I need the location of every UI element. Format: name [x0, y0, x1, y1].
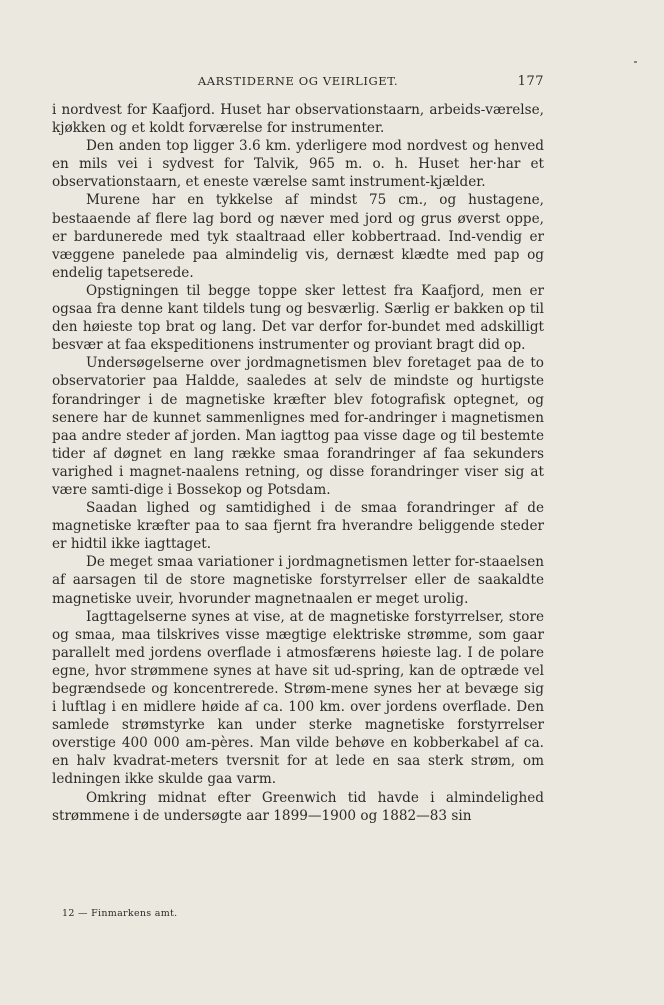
paragraph: Iagttagelserne synes at vise, at de magnetiske forstyrrelser, store og smaa, maa tilskrives visse mægtige elektriske strømme, som gaar parallelt med jordens overflade i atmosfærens høieste lag. I de polare egne, hvor strømmene synes at have sit ud-spring, kan de optræde vel begrændsede og koncentrerede. Strøm-mene synes her at bevæge sig i luftlag i en midlere høide af ca. 100 km. over jordens overflade. Den samlede strømstyrke kan under sterke magnetiske forstyrrelser overstige 400 000 am-pères. Man vilde behøve en kobberkabel af ca. en halv kvadrat-meters tversnit for at lede en saa sterk strøm, om ledningen ikke skulde gaa varm. [52, 608, 544, 788]
paragraph: Murene har en tykkelse af mindst 75 cm., og hustagene, bestaaende af flere lag bord og næver med jord og grus øverst oppe, er bardunerede med tyk staaltraad eller kobbertraad. Ind-vendig er væggene panelede paa almindelig vis, dernæst klædte med pap og endelig tapetserede. [52, 192, 544, 281]
running-title: AARSTIDERNE OG VEIRLIGET. [197, 74, 399, 88]
paragraph: De meget smaa variationer i jordmagnetismen letter for-staaelsen af aarsagen til de store magnetiske forstyrrelser eller de saakaldte magnetiske uveir, hvorunder magnetnaalen er meget urolig. [52, 554, 544, 607]
page-number: 177 [517, 74, 544, 89]
paragraph: Den anden top ligger 3.6 km. yderligere mod nordvest og henved en mils vei i sydvest for Talvik, 965 m. o. h. Huset her·har et observationstaarn, et eneste værelse samt instrument-kjælder. [52, 138, 544, 191]
paragraph: Undersøgelserne over jordmagnetismen blev foretaget paa de to observatorier paa Haldde, saaledes at selv de mindste og hurtigste forandringer i de magnetiske kræfter blev fotografisk optegnet, og senere har de kunnet sammenlignes med for-andringer i magnetismen paa andre steder af jorden. Man iagttog paa visse dage og til bestemte tider af døgnet en lang række smaa forandringer af faa sekunders varighed i magnet-naalens retning, og disse forandringer viser sig at være samti-dige i Bossekop og Potsdam. [52, 355, 544, 498]
paragraph: Opstigningen til begge toppe sker lettest fra Kaafjord, men er ogsaa fra denne kant tildels tung og besværlig. Særlig er bakken op til den høieste top brat og lang. Det var derfor for-bundet med adskilligt besvær at faa ekspeditionens instrumenter og proviant bragt did op. [52, 282, 544, 354]
running-header [52, 74, 544, 92]
paragraph: Omkring midnat efter Greenwich tid havde i almindelighed strømmene i de undersøgte aar 1899—1900 og 1882—83 sin [52, 789, 544, 824]
body-text [52, 101, 544, 825]
paragraph: i nordvest for Kaafjord. Huset har observationstaarn, arbeids-værelse, kjøkken og et koldt forværelse for instrumenter. [52, 102, 544, 137]
print-speck [634, 61, 637, 63]
printer-signature: 12 — Finmarkens amt. [62, 908, 178, 919]
paragraph: Saadan lighed og samtidighed i de smaa forandringer af de magnetiske kræfter paa to saa fjernt fra hverandre beliggende steder er hidtil ikke iagttaget. [52, 500, 544, 553]
